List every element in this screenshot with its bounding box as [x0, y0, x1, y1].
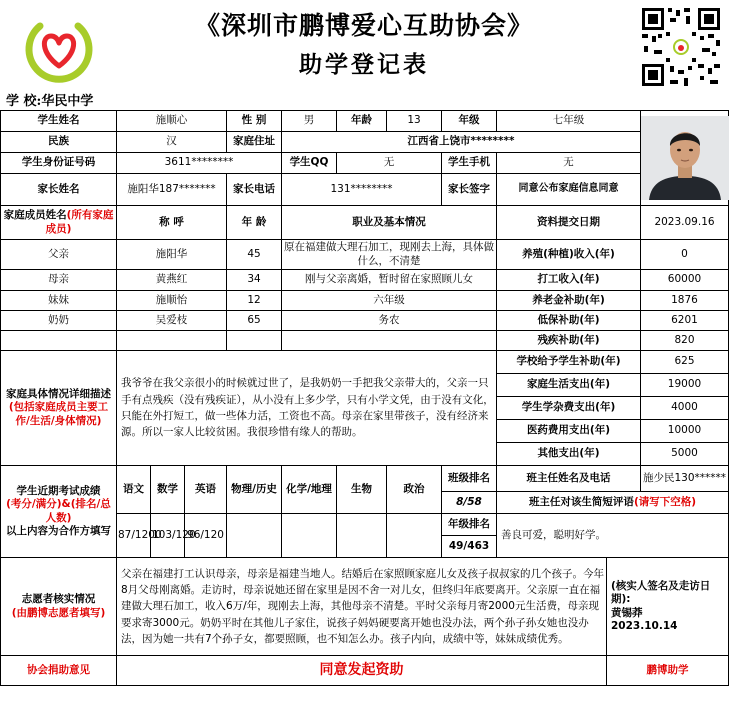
relation-header: 称 呼 — [117, 206, 227, 240]
submit-date-value: 2023.09.16 — [641, 206, 729, 240]
qq-label: 学生QQ — [282, 153, 337, 174]
income-label: 学校给予学生补助(年) — [497, 351, 641, 374]
volunteer-label: 志愿者核实情况 (由鹏博志愿者填写) — [1, 558, 117, 656]
member-age: 65 — [227, 311, 282, 331]
member-age: 45 — [227, 240, 282, 270]
brand-label: 鹏博助学 — [607, 656, 729, 686]
subject-politics: 政治 — [387, 466, 442, 514]
grade-rank-value: 49/463 — [442, 536, 497, 558]
income-value: 60000 — [641, 270, 729, 291]
income-value: 1876 — [641, 291, 729, 311]
subject-chinese: 语文 — [117, 466, 151, 514]
student-phone-label: 学生手机 — [442, 153, 497, 174]
blank-cell — [1, 331, 117, 351]
age-label: 年龄 — [337, 111, 387, 132]
teacher-comment-label: 班主任对该生简短评语(请写下空格) — [497, 492, 729, 514]
school-name: 学 校:华民中学 — [6, 94, 94, 109]
teacher-value: 施少民130****** — [641, 466, 729, 492]
ethnic-value: 汉 — [117, 132, 227, 153]
occupation-header: 职业及基本情况 — [282, 206, 497, 240]
teacher-comment-text: 善良可爱，聪明好学。 — [497, 514, 729, 558]
member-occupation: 务农 — [282, 311, 497, 331]
age-value: 13 — [387, 111, 442, 132]
subject-physics-history: 物理/历史 — [227, 466, 282, 514]
exam-label: 学生近期考试成绩 (考分/满分)&(排名/总人数) 以上内容为合作方填写 — [1, 466, 117, 558]
expense-label: 学生学杂费支出(年) — [497, 397, 641, 420]
grade-rank-label: 年级排名 — [442, 514, 497, 536]
blank-cell — [117, 331, 227, 351]
subject-math: 数学 — [151, 466, 185, 514]
income-value: 0 — [641, 240, 729, 270]
class-rank-value: 8/58 — [442, 492, 497, 514]
student-photo — [641, 111, 729, 206]
donation-opinion-value: 同意发起资助 — [117, 656, 607, 686]
member-age-header: 年 龄 — [227, 206, 282, 240]
family-situation-label: 家庭具体情况详细描述(包括家庭成员主要工作/生活/身体情况) — [1, 351, 117, 466]
teacher-label: 班主任姓名及电话 — [497, 466, 641, 492]
income-label: 打工收入(年) — [497, 270, 641, 291]
class-rank-label: 班级排名 — [442, 466, 497, 492]
parent-name-label: 家长姓名 — [1, 174, 117, 206]
subject-biology: 生物 — [337, 466, 387, 514]
id-value: 3611******** — [117, 153, 282, 174]
member-occupation: 六年级 — [282, 291, 497, 311]
qq-value: 无 — [337, 153, 442, 174]
member-relation: 妹妹 — [1, 291, 117, 311]
expense-value: 5000 — [641, 443, 729, 466]
address-label: 家庭住址 — [227, 132, 282, 153]
address-value: 江西省上饶市******** — [282, 132, 641, 153]
member-relation: 父亲 — [1, 240, 117, 270]
member-occupation: 原在福建做大理石加工，现刚去上海，具体做什么，不清楚 — [282, 240, 497, 270]
score-chemistry-geography — [282, 514, 337, 558]
grade-value: 七年级 — [497, 111, 641, 132]
family-situation-text: 我爷爷在我父亲很小的时候就过世了，是我奶奶一手把我父亲带大的，父亲一只手有点残疾（没有残疾证），从小没有上多少学，只有小学文凭，由于没有文化，只能在外打短工，做一些体力活，工资也不高。母亲在家里带孩子，没有经济来源。所以一家人比较贫困。我很珍惜有缘人的帮助。 — [117, 351, 497, 466]
form-header — [0, 0, 728, 88]
parent-phone-label: 家长电话 — [227, 174, 282, 206]
income-label: 残疾补助(年) — [497, 331, 641, 351]
expense-label: 医药费用支出(年) — [497, 420, 641, 443]
gender-value: 男 — [282, 111, 337, 132]
subject-english: 英语 — [185, 466, 227, 514]
blank-cell — [282, 331, 497, 351]
form-subtitle: 助学登记表 — [299, 51, 429, 78]
parent-phone-value: 131******** — [282, 174, 442, 206]
expense-value: 4000 — [641, 397, 729, 420]
score-politics — [387, 514, 442, 558]
member-name: 施阳华 — [117, 240, 227, 270]
member-age: 12 — [227, 291, 282, 311]
member-relation: 奶奶 — [1, 311, 117, 331]
family-members-header: 家庭成员姓名(所有家庭成员) — [1, 206, 117, 240]
parent-sign-label: 家长签字 — [442, 174, 497, 206]
expense-value: 10000 — [641, 420, 729, 443]
income-label: 低保补助(年) — [497, 311, 641, 331]
score-english: 96/120 — [185, 514, 227, 558]
expense-label: 家庭生活支出(年) — [497, 374, 641, 397]
id-label: 学生身份证号码 — [1, 153, 117, 174]
member-relation: 母亲 — [1, 270, 117, 291]
score-biology — [337, 514, 387, 558]
parent-name-value: 施阳华187******* — [117, 174, 227, 206]
student-photo-icon — [641, 116, 729, 200]
member-name: 施顺怡 — [117, 291, 227, 311]
income-value: 820 — [641, 331, 729, 351]
student-phone-value: 无 — [497, 153, 641, 174]
volunteer-text: 父亲在福建打工认识母亲，母亲是福建当地人。结婚后在家照顾家庭儿女及孩子叔叔家的几个孩子。今年8月父母刚离婚。走访时，母亲说她还留在家里是因不舍一对儿女，但终归年底要离开。父亲原一直在福建做大理石加工，收入6万/年，现刚去上海，其他母亲不清楚。平时父亲每月寄2000元生活费，母亲现要求寄3000元。奶奶平时在其他儿子家住，说孩子妈妈硬要离开她也没办法，两个孙子孙女她也没办法，因为她一共有7个孙子女，都要照顾，也不知怎么办。孩子内向，成绩中等，妹妹成绩优秀。 — [117, 558, 607, 656]
subject-chemistry-geography: 化学/地理 — [282, 466, 337, 514]
member-name: 吴爱枝 — [117, 311, 227, 331]
form-title: 《深圳市鹏博爱心互助协会》 — [194, 11, 533, 40]
registration-table — [0, 110, 729, 686]
consent-text: 同意公布家庭信息同意 — [497, 174, 641, 206]
income-value: 6201 — [641, 311, 729, 331]
member-occupation: 刚与父亲离婚，暂时留在家照顾儿女 — [282, 270, 497, 291]
expense-value: 19000 — [641, 374, 729, 397]
student-name-label: 学生姓名 — [1, 111, 117, 132]
student-name: 施顺心 — [117, 111, 227, 132]
income-label: 养老金补助(年) — [497, 291, 641, 311]
qr-code-icon — [640, 6, 722, 88]
submit-date-label: 资料提交日期 — [497, 206, 641, 240]
donation-opinion-label: 协会捐助意见 — [1, 656, 117, 686]
score-physics-history — [227, 514, 282, 558]
verifier-block: (核实人签名及走访日期): 黄锡莽 2023.10.14 — [607, 558, 729, 656]
ethnic-label: 民族 — [1, 132, 117, 153]
grade-label: 年级 — [442, 111, 497, 132]
income-label: 养殖(种植)收入(年) — [497, 240, 641, 270]
gender-label: 性 别 — [227, 111, 282, 132]
member-age: 34 — [227, 270, 282, 291]
score-chinese: 87/1200 — [117, 514, 151, 558]
blank-cell — [227, 331, 282, 351]
member-name: 黄燕红 — [117, 270, 227, 291]
expense-label: 其他支出(年) — [497, 443, 641, 466]
score-math: 103/120 — [151, 514, 185, 558]
income-value: 625 — [641, 351, 729, 374]
